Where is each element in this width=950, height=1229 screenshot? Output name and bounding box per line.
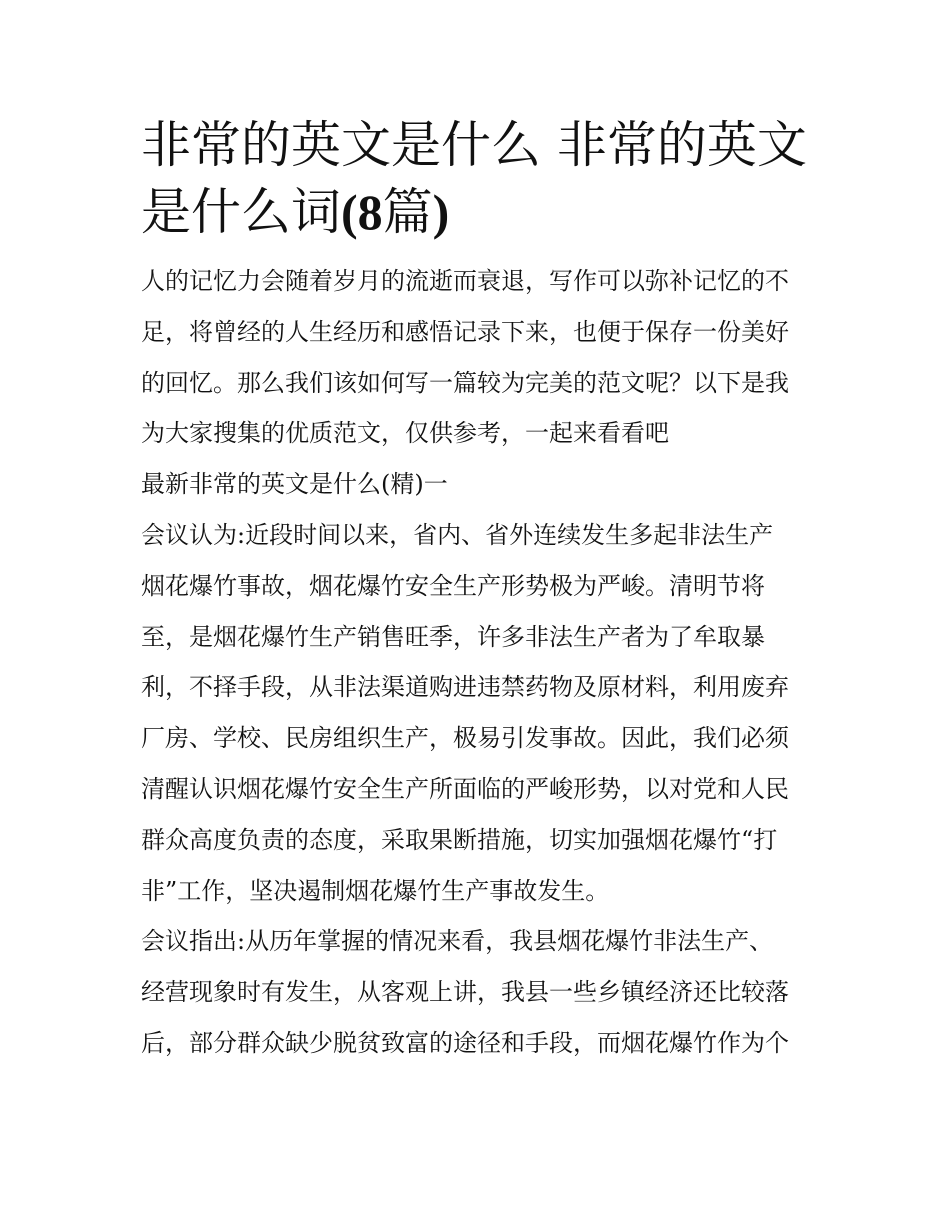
title-line-2-prefix: 是什么词: [141, 183, 341, 241]
body-line: 会议指出:从历年掌握的情况来看，我县烟花爆竹非法生产、: [141, 927, 774, 956]
body-line: 的回忆。那么我们该如何写一篇较为完美的范文呢？以下是我: [141, 368, 789, 397]
body-line: 非”工作，坚决遏制烟花爆竹生产事故发生。: [141, 876, 610, 905]
document-title: [141, 112, 813, 246]
body-line: 群众高度负责的态度，采取果断措施，切实加强烟花爆竹“打: [141, 825, 778, 854]
body-line: 会议认为:近段时间以来，省内、省外连续发生多起非法生产: [141, 520, 774, 549]
body-line: 厂房、学校、民房组织生产，极易引发事故。因此，我们必须: [141, 724, 789, 753]
document-body: [141, 256, 813, 1069]
title-line-2-count: (8: [341, 184, 383, 240]
body-line: 至，是烟花爆竹生产销售旺季，许多非法生产者为了牟取暴: [141, 622, 765, 651]
section-heading: 最新非常的英文是什么(精)一: [141, 470, 448, 499]
title-line-2-suffix: 篇: [382, 183, 433, 241]
title-line-2: [141, 179, 813, 246]
document-content: [141, 112, 813, 1069]
title-line-2-end: ): [432, 184, 450, 240]
body-line: 为大家搜集的优质范文，仅供参考，一起来看看吧: [141, 419, 669, 448]
body-line: 经营现象时有发生，从客观上讲，我县一些乡镇经济还比较落: [141, 978, 789, 1007]
body-line: 烟花爆竹事故，烟花爆竹安全生产形势极为严峻。清明节将: [141, 571, 765, 600]
body-line: 人的记忆力会随着岁月的流逝而衰退，写作可以弥补记忆的不: [141, 267, 789, 295]
body-line: 清醒认识烟花爆竹安全生产所面临的严峻形势，以对党和人民: [141, 774, 789, 803]
title-line-1: 非常的英文是什么 非常的英文: [141, 116, 807, 174]
body-line: 后，部分群众缺少脱贫致富的途径和手段，而烟花爆竹作为个: [141, 1028, 789, 1057]
body-line: 利，不择手段，从非法渠道购进违禁药物及原材料，利用废弃: [141, 673, 789, 702]
body-line: 足，将曾经的人生经历和感悟记录下来，也便于保存一份美好: [141, 317, 789, 346]
